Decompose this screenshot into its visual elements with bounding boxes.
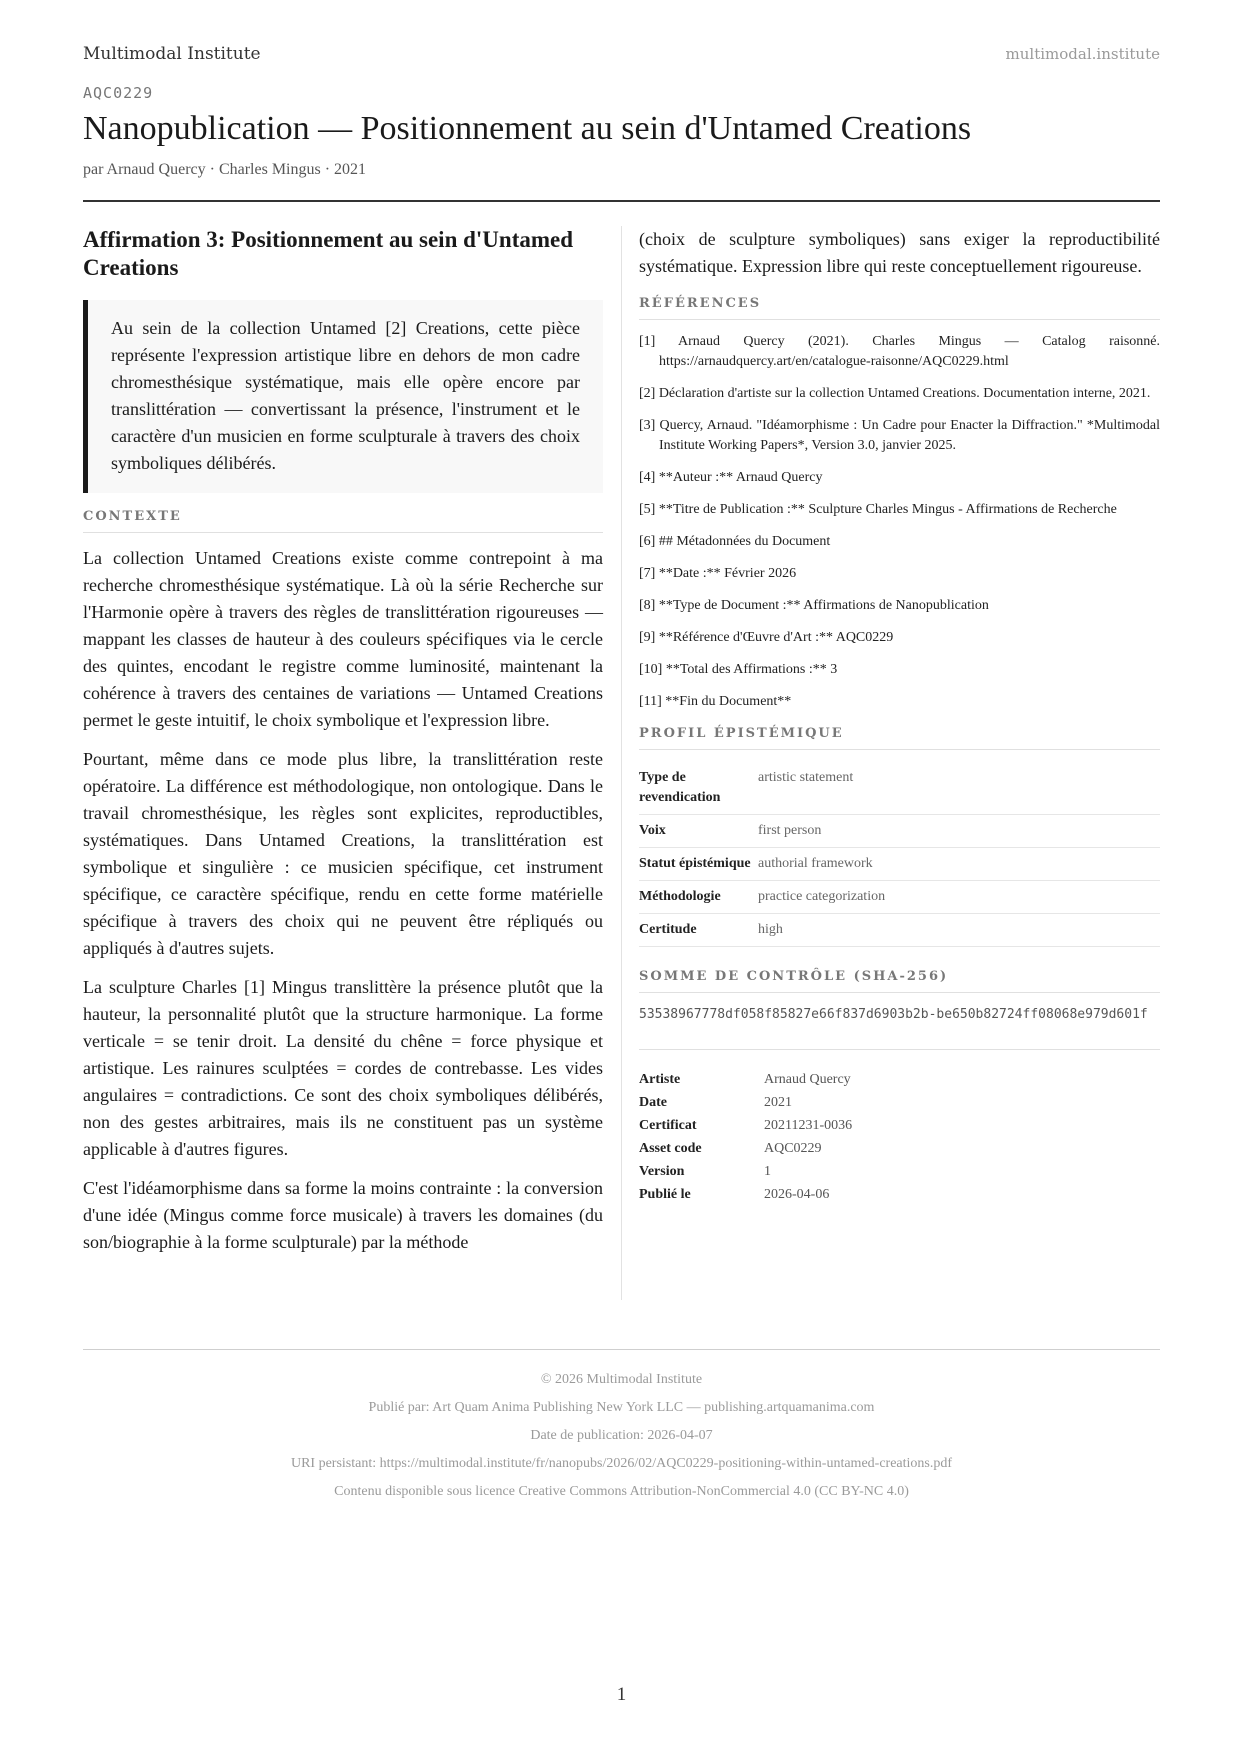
epistemic-profile-table (639, 762, 1160, 947)
profile-value: authorial framework (758, 848, 1160, 881)
profile-value: artistic statement (758, 762, 1160, 815)
context-paragraph: La collection Untamed Creations existe comme contrepoint à ma recherche chromesthésique systématique. Là où la série Recherche sur l'Harmonie opère à travers des règles de translittération rigoureuses — mappant les classes de hauteur à des couleurs spécifiques via le cercle des quintes, encodant le registre comme luminosité, maintenant la cohérence à travers des centaines de variations — Untamed Creations permet le geste intuitif, le choix symbolique et l'expression libre. (83, 548, 603, 730)
footer-license: Contenu disponible sous licence Creative Commons Attribution-NonCommercial 4.0 (CC BY-NC 4.0) (334, 1484, 909, 1499)
context-continuation: (choix de sculpture symboliques) sans exiger la reproductibilité systématique. Expression libre qui reste conceptuellement rigoureuse. (639, 229, 1160, 276)
profile-value: high (758, 914, 1160, 947)
table-row (639, 881, 1160, 914)
meta-key: Date (639, 1095, 667, 1110)
references-list (639, 332, 1160, 712)
table-row (639, 1114, 852, 1137)
footer-persistent-uri[interactable]: URI persistant: https://multimodal.institute/fr/nanopubs/2026/02/AQC0229-positioning-within-untamed-creations.pdf (290, 1456, 953, 1471)
reference-item: [10] **Total des Affirmations :** 3 (639, 662, 838, 677)
context-heading: CONTEXTE (83, 509, 603, 533)
profile-value: first person (758, 815, 1160, 848)
reference-item: [7] **Date :** Février 2026 (639, 566, 797, 581)
profile-key: Statut épistémique (639, 848, 758, 881)
profile-key: Certitude (639, 914, 758, 947)
page-title: Nanopublication — Positionnement au sein d'Untamed Creations (83, 110, 972, 147)
reference-item: [9] **Référence d'Œuvre d'Art :** AQC0229 (639, 630, 894, 645)
meta-key: Certificat (639, 1118, 697, 1133)
institute-name: Multimodal Institute (83, 44, 261, 64)
meta-key: Version (639, 1164, 685, 1179)
meta-value: 2021 (764, 1095, 792, 1110)
claim-heading: Affirmation 3: Positionnement au sein d'Untamed Creations (83, 227, 574, 280)
table-row (639, 1183, 852, 1206)
meta-value: 2026-04-06 (764, 1187, 830, 1202)
artwork-metadata-table (639, 1068, 852, 1206)
column-divider (621, 226, 622, 1300)
claim-quote: Au sein de la collection Untamed [2] Creations, cette pièce représente l'expression artistique libre en dehors de mon cadre chromesthésique systématique, mais elle opère encore par translittération — convertissant la présence, l'instrument et le caractère d'un musicien en forme sculpturale à travers des choix symboliques délibérés. (83, 300, 603, 493)
references-heading: RÉFÉRENCES (639, 296, 1160, 320)
reference-item: [8] **Type de Document :** Affirmations de Nanopublication (639, 598, 989, 613)
footer-publisher: Publié par: Art Quam Anima Publishing New York LLC — publishing.artquamanima.com (368, 1400, 875, 1415)
right-column (639, 226, 1160, 1206)
profile-key: Type de revendication (639, 762, 758, 815)
profile-key: Voix (639, 815, 758, 848)
table-row (639, 815, 1160, 848)
meta-value: 20211231-0036 (764, 1118, 853, 1133)
reference-item: [4] **Auteur :** Arnaud Quercy (639, 470, 823, 485)
meta-value: Arnaud Quercy (764, 1072, 851, 1087)
meta-value: AQC0229 (764, 1141, 822, 1156)
meta-key: Artiste (639, 1072, 681, 1087)
reference-item: [11] **Fin du Document** (639, 694, 792, 709)
footer-divider (83, 1349, 1160, 1350)
site-link[interactable]: multimodal.institute (1005, 45, 1160, 63)
page-footer (83, 1366, 1160, 1506)
left-column (83, 226, 603, 1268)
profile-key: Méthodologie (639, 881, 758, 914)
footer-copyright: © 2026 Multimodal Institute (540, 1372, 703, 1387)
table-row (639, 1068, 852, 1091)
profile-value: practice categorization (758, 881, 1160, 914)
reference-item: [2] Déclaration d'artiste sur la collection Untamed Creations. Documentation interne, 2021. (639, 386, 1151, 401)
page-header (83, 44, 1160, 64)
asset-code: AQC0229 (83, 84, 154, 102)
checksum-heading: SOMME DE CONTRÔLE (SHA-256) (639, 969, 1160, 993)
checksum-value: 53538967778df058f85827e66f837d6903b2b-be650b82724ff08068e979d601f (639, 1005, 1160, 1050)
context-paragraph: Pourtant, même dans ce mode plus libre, la translittération reste opératoire. La différence est méthodologique, non ontologique. Dans le travail chromesthésique, les règles sont explicites, reproductibles, systématiques. Dans Untamed Creations, la translittération est symbolique et singulière : ce musicien spécifique, cet instrument spécifique, ce caractère spécifique, rendu en cette forme matérielle spécifique à travers des choix qui ne peuvent être répliqués ou appliqués à d'autres sujets. (83, 749, 603, 958)
reference-item: [3] Quercy, Arnaud. "Idéamorphisme : Un Cadre pour Enacter la Diffraction." *Multimodal Institute Working Papers*, Version 3.0, janvier 2025. (639, 418, 1160, 453)
table-row (639, 914, 1160, 947)
epistemic-profile-heading: PROFIL ÉPISTÉMIQUE (639, 726, 1160, 750)
table-row (639, 848, 1160, 881)
context-paragraph: C'est l'idéamorphisme dans sa forme la moins contrainte : la conversion d'une idée (Mingus comme force musicale) à travers les domaines (du son/biographie à la forme sculpturale) par la méthode (83, 1178, 603, 1252)
table-row (639, 762, 1160, 815)
table-row (639, 1137, 852, 1160)
header-divider (83, 200, 1160, 202)
reference-item[interactable]: [1] Arnaud Quercy (2021). Charles Mingus — Catalog raisonné. https://arnaudquercy.art/en/catalogue-raisonne/AQC0229.html (639, 334, 1160, 369)
page-number: 1 (616, 1684, 627, 1705)
reference-item: [5] **Titre de Publication :** Sculpture Charles Mingus - Affirmations de Recherche (639, 502, 1117, 517)
context-paragraph: La sculpture Charles [1] Mingus translittère la présence plutôt que la hauteur, la personnalité plutôt que la structure harmonique. La forme verticale = se tenir droit. La densité du chêne = force physique et artistique. Les rainures sculptées = cordes de contrebasse. Les vides angulaires = contradictions. Ce sont des choix symboliques délibérés, non des gestes arbitraires, mais ils ne constituent pas un système applicable à d'autres figures. (83, 977, 603, 1159)
footer-publication-date: Date de publication: 2026-04-07 (530, 1428, 713, 1443)
meta-key: Asset code (639, 1141, 702, 1156)
table-row (639, 1091, 852, 1114)
meta-value: 1 (764, 1164, 771, 1179)
reference-item: [6] ## Métadonnées du Document (639, 534, 831, 549)
meta-key: Publié le (639, 1187, 691, 1202)
byline: par Arnaud Quercy · Charles Mingus · 2021 (83, 161, 367, 178)
table-row (639, 1160, 852, 1183)
